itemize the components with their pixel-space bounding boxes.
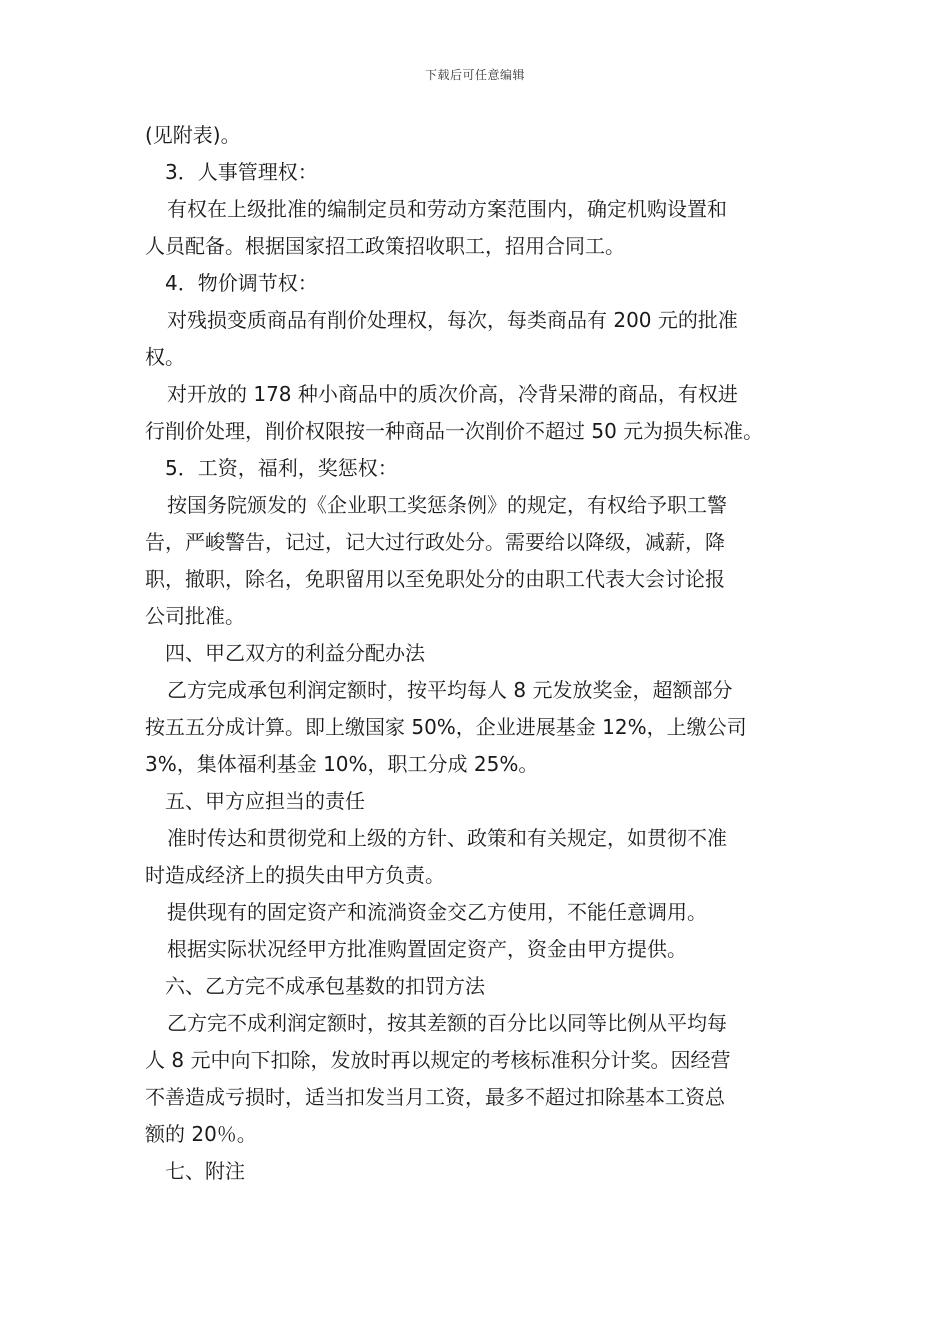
paragraph-line: 人员配备。根据国家招工政策招收职工，招用合同工。 [145, 234, 625, 258]
page-header: 下载后可任意编辑 [424, 68, 525, 82]
paragraph-line: 公司批准。 [145, 604, 245, 628]
paragraph-line: 提供现有的固定资产和流淌资金交乙方使用，不能任意调用。 [167, 900, 707, 924]
section-heading: 4．物价调节权： [165, 271, 318, 295]
section-heading: 5．工资，福利，奖惩权： [165, 456, 398, 480]
paragraph-line: 行削价处理，削价权限按一种商品一次削价不超过 50 元为损失标准。 [145, 419, 764, 443]
paragraph-line: 按五五分成计算。即上缴国家 50%，企业进展基金 12%，上缴公司 [145, 715, 747, 739]
paragraph-line: 按国务院颁发的《企业职工奖惩条例》的规定，有权给予职工警 [167, 493, 727, 517]
paragraph-line: 人 8 元中向下扣除，发放时再以规定的考核标准积分计奖。因经营 [145, 1048, 731, 1072]
section-heading: 七、附注 [165, 1159, 245, 1183]
paragraph-line: 时造成经济上的损失由甲方负责。 [145, 863, 445, 887]
paragraph-line: 额的 20％。 [145, 1122, 257, 1146]
paragraph-line: 准时传达和贯彻党和上级的方针、政策和有关规定，如贯彻不准 [167, 826, 727, 850]
paragraph-line: 乙方完成承包利润定额时，按平均每人 8 元发放奖金，超额部分 [167, 678, 733, 702]
paragraph-line: 不善造成亏损时，适当扣发当月工资，最多不超过扣除基本工资总 [145, 1085, 725, 1109]
section-heading: 3．人事管理权： [165, 160, 318, 184]
section-heading: 四、甲乙双方的利益分配办法 [165, 641, 425, 665]
paragraph-line: (见附表)。 [145, 123, 241, 147]
document-body [145, 117, 815, 1190]
paragraph-line: 3%，集体福利基金 10%，职工分成 25%。 [145, 752, 539, 776]
paragraph-line: 职，撤职，除名，免职留用以至免职处分的由职工代表大会讨论报 [145, 567, 725, 591]
paragraph-line: 对开放的 178 种小商品中的质次价高，冷背呆滞的商品，有权进 [167, 382, 738, 406]
section-heading: 五、甲方应担当的责任 [165, 789, 365, 813]
paragraph-line: 告，严峻警告，记过，记大过行政处分。需要给以降级，减薪，降 [145, 530, 725, 554]
paragraph-line: 权。 [145, 345, 185, 369]
section-heading: 六、乙方完不成承包基数的扣罚方法 [165, 974, 485, 998]
paragraph-line: 对残损变质商品有削价处理权，每次，每类商品有 200 元的批准 [167, 308, 738, 332]
paragraph-line: 有权在上级批准的编制定员和劳动方案范围内，确定机购设置和 [167, 197, 727, 221]
paragraph-line: 根据实际状况经甲方批准购置固定资产，资金由甲方提供。 [167, 937, 687, 961]
paragraph-line: 乙方完不成利润定额时，按其差额的百分比以同等比例从平均每 [167, 1011, 727, 1035]
